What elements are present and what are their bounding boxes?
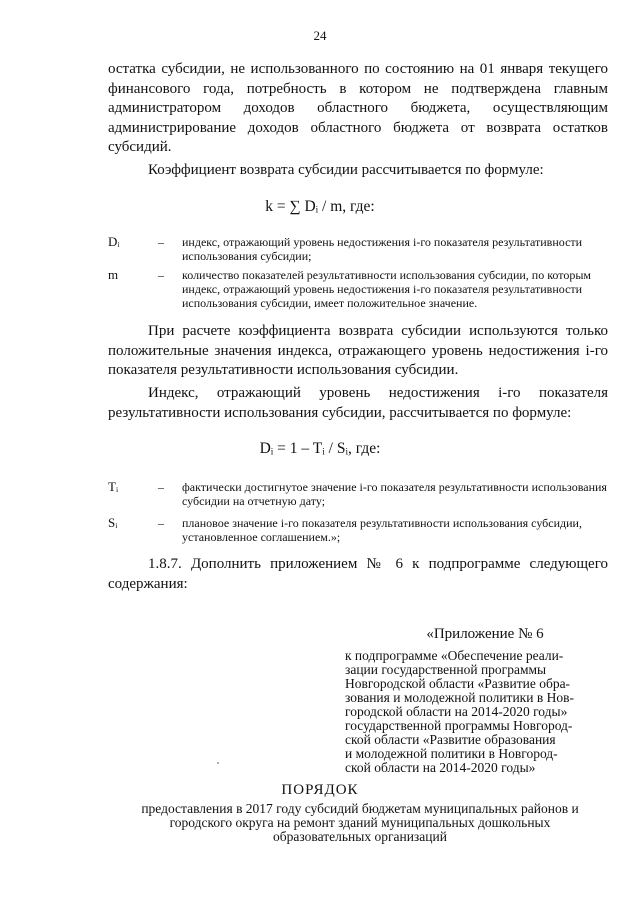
appendix-block: [345, 627, 605, 775]
definition-text: фактически достигнутое значение i-го показателя результативности использования субсидии на отчетную дату;: [182, 480, 607, 508]
appendix-line: к подпрограмме «Обеспечение реали-: [345, 648, 564, 663]
appendix-line: ской области «Развитие образования: [345, 732, 556, 747]
definition-text: индекс, отражающий уровень недостижения i-го показателя результативности использования субсидии;: [182, 235, 583, 263]
scan-speck: [217, 762, 219, 764]
definition-row: [108, 235, 610, 263]
appendix-line: Новгородской области «Развитие обра-: [345, 676, 571, 691]
appendix-line: городской области на 2014-2020 годы»: [345, 704, 568, 719]
subtitle-line: предоставления в 2017 году субсидий бюджетам муниципальных районов и: [141, 801, 579, 816]
section-title: ПОРЯДОК: [281, 782, 359, 798]
paragraph-1: остатка субсидии, не использованного по состоянию на 01 января текущего финансового года, потребность в котором не подтверждена главным администратором доходов областного бюджета, осуществляющим администрирование доходов областного бюджета от возврата остатков субсидий.: [108, 61, 608, 155]
definition-dash: –: [158, 480, 164, 494]
appendix-line: и молодежной политики в Новгород-: [345, 746, 558, 761]
definition-dash: –: [158, 268, 164, 282]
definition-row: [108, 516, 610, 544]
paragraph-4: Индекс, отражающий уровень недостижения i-го показателя результативности использования субсидии, рассчитывается по формуле:: [108, 385, 608, 421]
definition-symbol: Sᵢ: [108, 515, 118, 530]
section-subtitle: [110, 802, 610, 844]
definition-dash: –: [158, 235, 164, 249]
subtitle-line: образовательных организаций: [273, 829, 447, 844]
paragraph-3: При расчете коэффициента возврата субсидии используются только положительные значения индекса, отражающего уровень недостижения i-го показателя результативности использования субсидии.: [108, 323, 608, 378]
definition-symbol: m: [108, 267, 119, 282]
subtitle-line: городского округа на ремонт зданий муниципальных дошкольных: [169, 815, 551, 830]
definition-row: [108, 480, 610, 508]
definition-symbol: Dᵢ: [108, 234, 120, 249]
appendix-line: ской области на 2014-2020 годы»: [345, 760, 536, 775]
definition-dash: –: [158, 516, 164, 530]
definitions-2: [108, 480, 610, 549]
definition-text: плановое значение i-го показателя результативности использования субсидии, установленное соглашением.»;: [182, 516, 582, 544]
paragraph-5: 1.8.7. Дополнить приложением № 6 к подпрограмме следующего содержания:: [108, 556, 608, 592]
definition-row: [108, 268, 610, 310]
paragraph-2: Коэффициент возврата субсидии рассчитывается по формуле:: [148, 162, 544, 178]
formula-k: k = ∑ Dᵢ / m, где:: [265, 198, 375, 215]
formula-d: Dᵢ = 1 – Tᵢ / Sᵢ, где:: [259, 440, 381, 457]
page-number: 24: [313, 28, 327, 43]
appendix-title: «Приложение № 6: [426, 626, 544, 642]
definition-symbol: Tᵢ: [108, 479, 119, 494]
appendix-line: государственной программы Новгород-: [345, 718, 573, 733]
definitions-1: [108, 235, 610, 315]
appendix-line: зации государственной программы: [345, 662, 547, 677]
definition-text: количество показателей результативности использования субсидии, по которым индекс, отражающий уровень недостижения i-го показателя результативности использования субсидии, имеет положительное значение.: [182, 268, 592, 310]
appendix-line: зования и молодежной политики в Нов-: [345, 690, 574, 705]
